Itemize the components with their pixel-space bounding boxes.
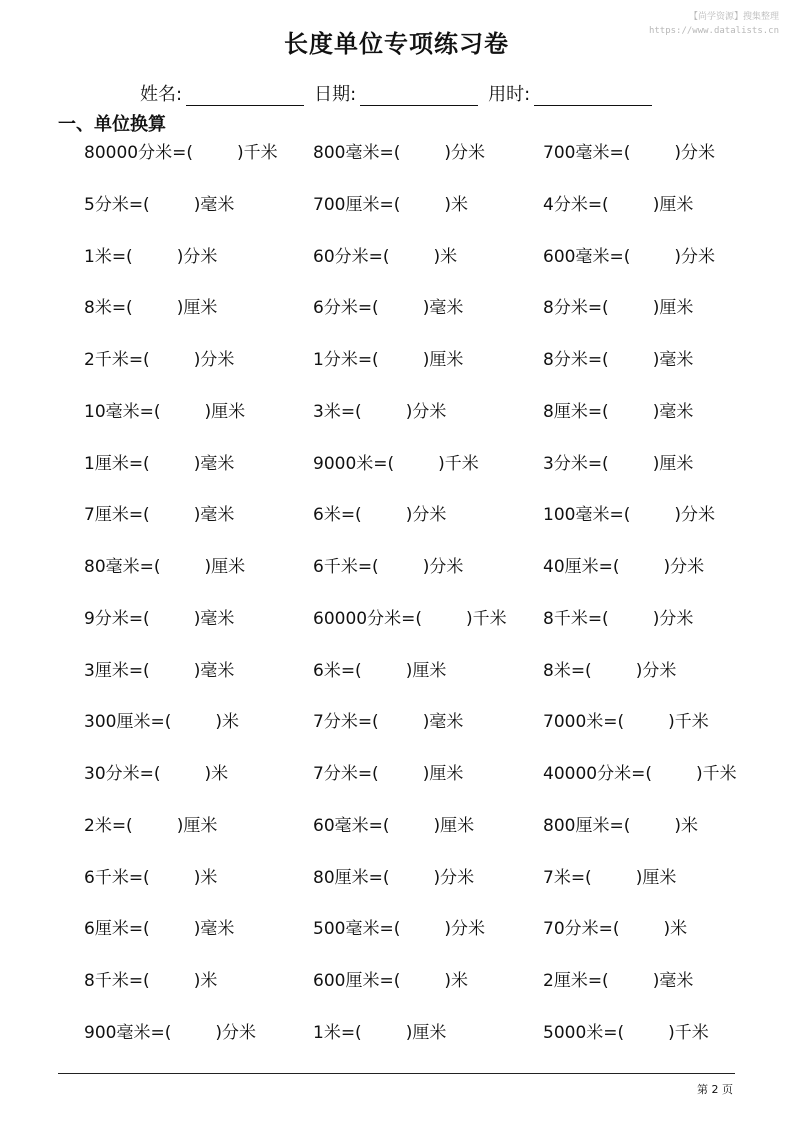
exercise-item xyxy=(84,138,278,163)
exercise-item xyxy=(84,293,217,318)
answer-unit: )厘米 xyxy=(176,815,218,836)
exercise-item xyxy=(84,1018,256,1043)
answer-unit: )米 xyxy=(674,815,698,836)
question-text: 60000分米=( xyxy=(313,608,422,629)
question-text: 3厘米=( xyxy=(84,660,150,681)
question-text: 1厘米=( xyxy=(84,453,150,474)
question-text: 8米=( xyxy=(543,660,592,681)
exercise-row xyxy=(0,966,793,990)
answer-unit: )分米 xyxy=(444,919,485,940)
exercise-item xyxy=(543,759,737,784)
answer-unit: )厘米 xyxy=(652,453,694,474)
answer-unit: )毫米 xyxy=(652,971,694,991)
answer-unit: )米 xyxy=(204,764,229,784)
exercise-item xyxy=(313,293,463,318)
answer-unit: )分米 xyxy=(444,143,485,163)
exercise-item xyxy=(84,500,234,525)
exercise-row xyxy=(0,293,793,317)
exercise-item xyxy=(313,656,446,681)
question-text: 4分米=( xyxy=(543,194,609,215)
question-text: 700毫米=( xyxy=(543,143,631,163)
answer-unit: )分米 xyxy=(433,867,475,888)
exercise-item xyxy=(84,811,217,836)
answer-unit: )毫米 xyxy=(193,194,235,215)
question-text: 7厘米=( xyxy=(84,505,150,526)
watermark-url: https://www.datalists.cn xyxy=(648,26,779,36)
answer-unit: )厘米 xyxy=(422,350,464,370)
page-title: 长度单位专项练习卷 xyxy=(284,30,509,58)
answer-unit: )厘米 xyxy=(652,298,694,319)
exercise-item xyxy=(84,604,234,629)
exercise-item xyxy=(313,863,474,888)
question-text: 7分米=( xyxy=(313,712,379,733)
answer-unit: )分米 xyxy=(193,350,235,370)
exercise-item xyxy=(543,293,693,318)
answer-unit: )毫米 xyxy=(193,608,235,629)
question-text: 6米=( xyxy=(313,660,362,681)
question-text: 6千米=( xyxy=(313,557,379,577)
exercise-row xyxy=(0,759,793,783)
exercise-row xyxy=(0,914,793,938)
exercise-row xyxy=(0,138,793,162)
exercise-item xyxy=(543,966,693,991)
exercise-item xyxy=(313,138,485,163)
answer-unit: )厘米 xyxy=(635,867,677,888)
question-text: 40厘米=( xyxy=(543,557,620,577)
question-text: 60毫米=( xyxy=(313,815,390,836)
section-title: 一、单位换算 xyxy=(58,114,166,135)
exercise-item xyxy=(313,552,463,577)
question-text: 2厘米=( xyxy=(543,971,609,991)
answer-unit: )分米 xyxy=(652,608,694,629)
answer-unit: )毫米 xyxy=(652,350,694,370)
question-text: 80厘米=( xyxy=(313,867,390,888)
question-text: 600厘米=( xyxy=(313,971,401,991)
question-text: 80毫米=( xyxy=(84,557,161,577)
answer-unit: )厘米 xyxy=(204,401,246,422)
exercise-item xyxy=(84,190,234,215)
answer-unit: )千米 xyxy=(438,453,479,474)
question-text: 9000米=( xyxy=(313,453,395,474)
question-text: 70分米=( xyxy=(543,919,620,940)
exercise-row xyxy=(0,242,793,266)
question-text: 7米=( xyxy=(543,867,592,888)
exercise-item xyxy=(313,914,485,939)
answer-unit: )千米 xyxy=(668,712,709,733)
answer-unit: )毫米 xyxy=(652,401,694,422)
exercise-row xyxy=(0,552,793,576)
answer-unit: )分米 xyxy=(663,557,705,577)
answer-unit: )分米 xyxy=(674,246,715,267)
answer-unit: )分米 xyxy=(176,246,218,267)
exercise-row xyxy=(0,811,793,835)
answer-unit: )米 xyxy=(663,919,688,940)
question-text: 6千米=( xyxy=(84,867,150,888)
exercise-item xyxy=(313,759,463,784)
question-text: 80000分米=( xyxy=(84,143,193,163)
question-text: 300厘米=( xyxy=(84,712,172,733)
question-text: 8分米=( xyxy=(543,350,609,370)
question-text: 8分米=( xyxy=(543,298,609,319)
question-text: 1米=( xyxy=(313,1022,362,1043)
question-text: 30分米=( xyxy=(84,764,161,784)
exercise-item xyxy=(84,863,217,888)
exercise-item xyxy=(543,190,693,215)
page-number: 第 2 页 xyxy=(697,1083,733,1096)
watermark-source: 【尚学资源】搜集整理 xyxy=(688,12,779,22)
question-text: 10毫米=( xyxy=(84,401,161,422)
exercise-item xyxy=(313,604,507,629)
exercise-item xyxy=(543,500,715,525)
answer-unit: )厘米 xyxy=(176,298,218,319)
exercise-item xyxy=(543,811,698,836)
answer-unit: )毫米 xyxy=(193,660,235,681)
question-text: 700厘米=( xyxy=(313,194,401,215)
answer-unit: )分米 xyxy=(422,557,464,577)
question-text: 1分米=( xyxy=(313,350,379,370)
exercise-row xyxy=(0,707,793,731)
answer-unit: )厘米 xyxy=(422,764,464,784)
question-text: 8千米=( xyxy=(543,608,609,629)
exercise-row xyxy=(0,604,793,628)
exercise-item xyxy=(543,242,715,267)
exercise-item xyxy=(543,138,715,163)
question-text: 5分米=( xyxy=(84,194,150,215)
answer-unit: )米 xyxy=(444,194,468,215)
question-text: 7分米=( xyxy=(313,764,379,784)
question-text: 500毫米=( xyxy=(313,919,401,940)
exercise-item xyxy=(543,914,687,939)
question-text: 6分米=( xyxy=(313,298,379,319)
answer-unit: )毫米 xyxy=(193,919,235,940)
answer-unit: )米 xyxy=(215,712,239,733)
question-text: 3分米=( xyxy=(543,453,609,474)
answer-unit: )厘米 xyxy=(405,1022,447,1043)
exercise-item xyxy=(84,914,234,939)
exercise-item xyxy=(84,552,245,577)
exercise-item xyxy=(543,707,709,732)
footer-divider xyxy=(58,1073,735,1074)
question-text: 800厘米=( xyxy=(543,815,631,836)
answer-unit: )毫米 xyxy=(422,298,464,319)
exercise-item xyxy=(313,242,457,267)
answer-unit: )毫米 xyxy=(422,712,464,733)
exercise-item xyxy=(84,759,228,784)
answer-unit: )分米 xyxy=(405,505,447,526)
question-text: 6米=( xyxy=(313,505,362,526)
answer-unit: )厘米 xyxy=(433,815,475,836)
answer-unit: )千米 xyxy=(695,764,737,784)
exercise-item xyxy=(543,1018,709,1043)
exercise-row xyxy=(0,190,793,214)
exercise-item xyxy=(543,397,693,422)
exercise-row xyxy=(0,449,793,473)
exercise-item xyxy=(84,345,234,370)
question-text: 7000米=( xyxy=(543,712,625,733)
answer-unit: )分米 xyxy=(674,505,715,526)
answer-unit: )米 xyxy=(433,246,458,267)
question-text: 600毫米=( xyxy=(543,246,631,267)
answer-unit: )千米 xyxy=(668,1022,709,1043)
answer-unit: )分米 xyxy=(674,143,715,163)
question-text: 100毫米=( xyxy=(543,505,631,526)
exercise-item xyxy=(313,966,468,991)
date-label: 日期: xyxy=(314,84,357,105)
question-text: 2千米=( xyxy=(84,350,150,370)
answer-unit: )分米 xyxy=(215,1022,256,1043)
question-text: 900毫米=( xyxy=(84,1022,172,1043)
question-text: 3米=( xyxy=(313,401,362,422)
answer-unit: )千米 xyxy=(236,143,278,163)
question-text: 8厘米=( xyxy=(543,401,609,422)
exercise-item xyxy=(84,449,234,474)
exercise-row xyxy=(0,656,793,680)
exercise-item xyxy=(313,500,446,525)
exercise-item xyxy=(84,966,217,991)
exercise-row xyxy=(0,1018,793,1042)
question-text: 8千米=( xyxy=(84,971,150,991)
exercise-item xyxy=(313,190,468,215)
exercise-item xyxy=(313,345,463,370)
question-text: 9分米=( xyxy=(84,608,150,629)
answer-unit: )毫米 xyxy=(193,453,235,474)
exercise-item xyxy=(313,449,479,474)
answer-unit: )米 xyxy=(444,971,468,991)
name-label: 姓名: xyxy=(140,84,183,105)
answer-unit: )分米 xyxy=(635,660,677,681)
exercise-item xyxy=(543,604,693,629)
answer-unit: )厘米 xyxy=(405,660,447,681)
answer-unit: )厘米 xyxy=(204,557,246,577)
exercise-item xyxy=(84,397,245,422)
exercise-row xyxy=(0,397,793,421)
exercise-item xyxy=(313,707,463,732)
answer-unit: )千米 xyxy=(465,608,507,629)
answer-unit: )毫米 xyxy=(193,505,235,526)
answer-unit: )分米 xyxy=(405,401,447,422)
exercise-item xyxy=(84,242,217,267)
exercise-row xyxy=(0,345,793,369)
exercise-item xyxy=(543,656,676,681)
exercise-item xyxy=(313,1018,446,1043)
question-text: 5000米=( xyxy=(543,1022,625,1043)
answer-unit: )厘米 xyxy=(652,194,694,215)
question-text: 6厘米=( xyxy=(84,919,150,940)
answer-unit: )米 xyxy=(193,867,218,888)
question-text: 8米=( xyxy=(84,298,133,319)
exercise-item xyxy=(543,863,676,888)
exercise-item xyxy=(313,397,446,422)
question-text: 40000分米=( xyxy=(543,764,652,784)
exercise-item xyxy=(313,811,474,836)
exercise-row xyxy=(0,863,793,887)
exercise-item xyxy=(84,656,234,681)
exercise-item xyxy=(543,345,693,370)
exercise-item xyxy=(84,707,239,732)
answer-unit: )米 xyxy=(193,971,218,991)
exercise-row xyxy=(0,500,793,524)
question-text: 800毫米=( xyxy=(313,143,401,163)
exercise-item xyxy=(543,449,693,474)
exercise-item xyxy=(543,552,704,577)
question-text: 2米=( xyxy=(84,815,133,836)
question-text: 1米=( xyxy=(84,246,133,267)
time-label: 用时: xyxy=(488,84,531,105)
question-text: 60分米=( xyxy=(313,246,390,267)
